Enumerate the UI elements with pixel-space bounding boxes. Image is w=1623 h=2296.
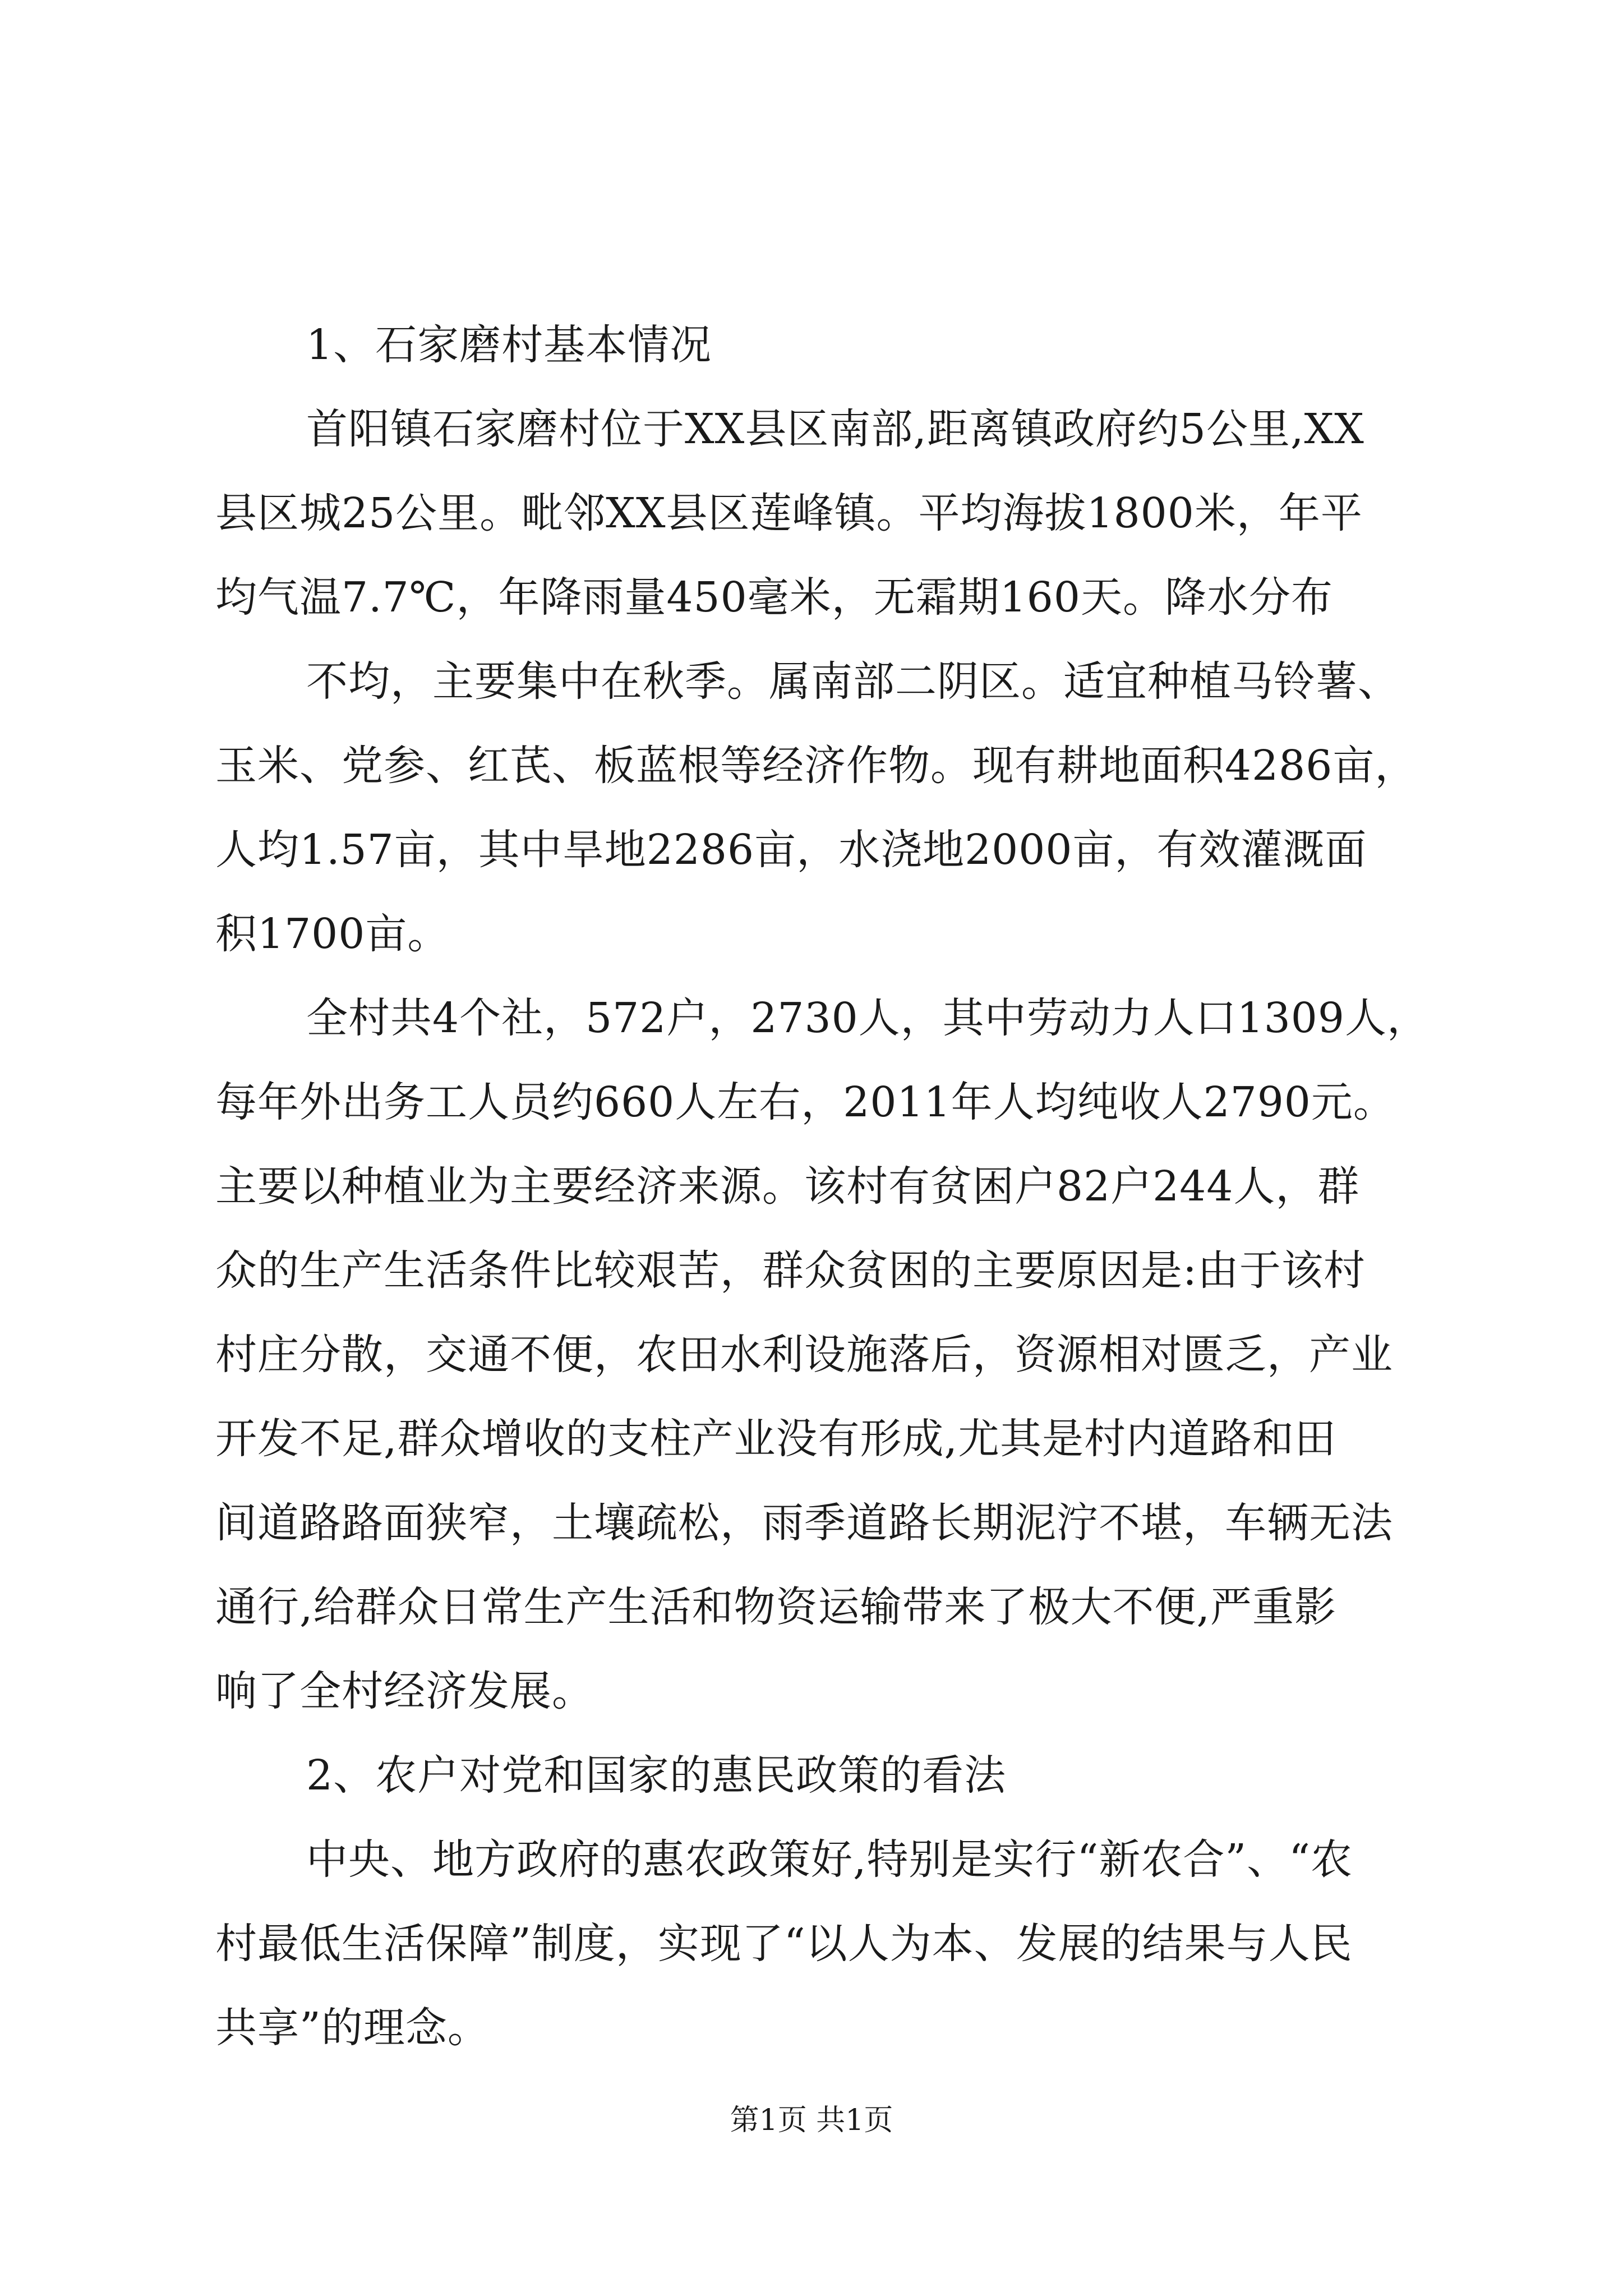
- section-heading-2: 2、农户对党和国家的惠民政策的看法: [306, 1751, 1007, 1800]
- paragraph-line: 积1700亩。: [215, 910, 450, 958]
- page-number-label: 第1页 共1页: [730, 2104, 893, 2137]
- paragraph-line: 人均1.57亩，其中旱地2286亩，水浇地2000亩，有效灌溉面: [215, 826, 1367, 874]
- paragraph-line: 每年外出务工人员约660人左右，2011年人均纯收人2790元。: [215, 1078, 1395, 1126]
- paragraph-line: 众的生产生活条件比较艰苦，群众贫困的主要原因是:由于该村: [215, 1246, 1366, 1295]
- paragraph-line: 首阳镇石家磨村位于XX县区南部,距离镇政府约5公里,XX: [306, 405, 1364, 453]
- paragraph-line: 玉米、党参、红芪、板蓝根等经济作物。现有耕地面积4286亩，: [215, 742, 1417, 790]
- paragraph-line: 主要以种植业为主要经济来源。该村有贫困户82户244人，群: [215, 1162, 1360, 1211]
- document-body: [215, 303, 1429, 2070]
- paragraph-line: 村最低生活保障”制度，实现了“以人为本、发展的结果与人民: [215, 1920, 1353, 1968]
- paragraph-line: 间道路路面狭窄，土壤疏松，雨季道路长期泥泞不堪，车辆无法: [215, 1499, 1393, 1547]
- paragraph-line: 中央、地方政府的惠农政策好,特别是实行“新农合”、“农: [306, 1835, 1353, 1884]
- paragraph-line: 共享”的理念。: [215, 2004, 490, 2052]
- paragraph-line: 均气温7.7℃，年降雨量450毫米，无霜期160天。降水分布: [215, 573, 1333, 622]
- paragraph-line: 通行,给群众日常生产生活和物资运输带来了极大不便,严重影: [215, 1583, 1337, 1631]
- paragraph-line: 县区城25公里。毗邻XX县区莲峰镇。平均海拔1800米，年平: [215, 489, 1363, 537]
- section-heading-1: 1、石家磨村基本情况: [306, 321, 712, 369]
- paragraph-line: 不均，主要集中在秋季。属南部二阴区。适宜种植马铃薯、: [306, 657, 1400, 706]
- paragraph-line: 村庄分散，交通不便，农田水利设施落后，资源相对匮乏，产业: [215, 1331, 1393, 1379]
- paragraph-line: 响了全村经济发展。: [215, 1667, 594, 1715]
- page-footer: [0, 2098, 1623, 2143]
- paragraph-line: 开发不足,群众增收的支柱产业没有形成,尤其是村内道路和田: [215, 1415, 1337, 1463]
- paragraph-line: 全村共4个社，572户，2730人，其中劳动力人口1309人，: [306, 994, 1429, 1042]
